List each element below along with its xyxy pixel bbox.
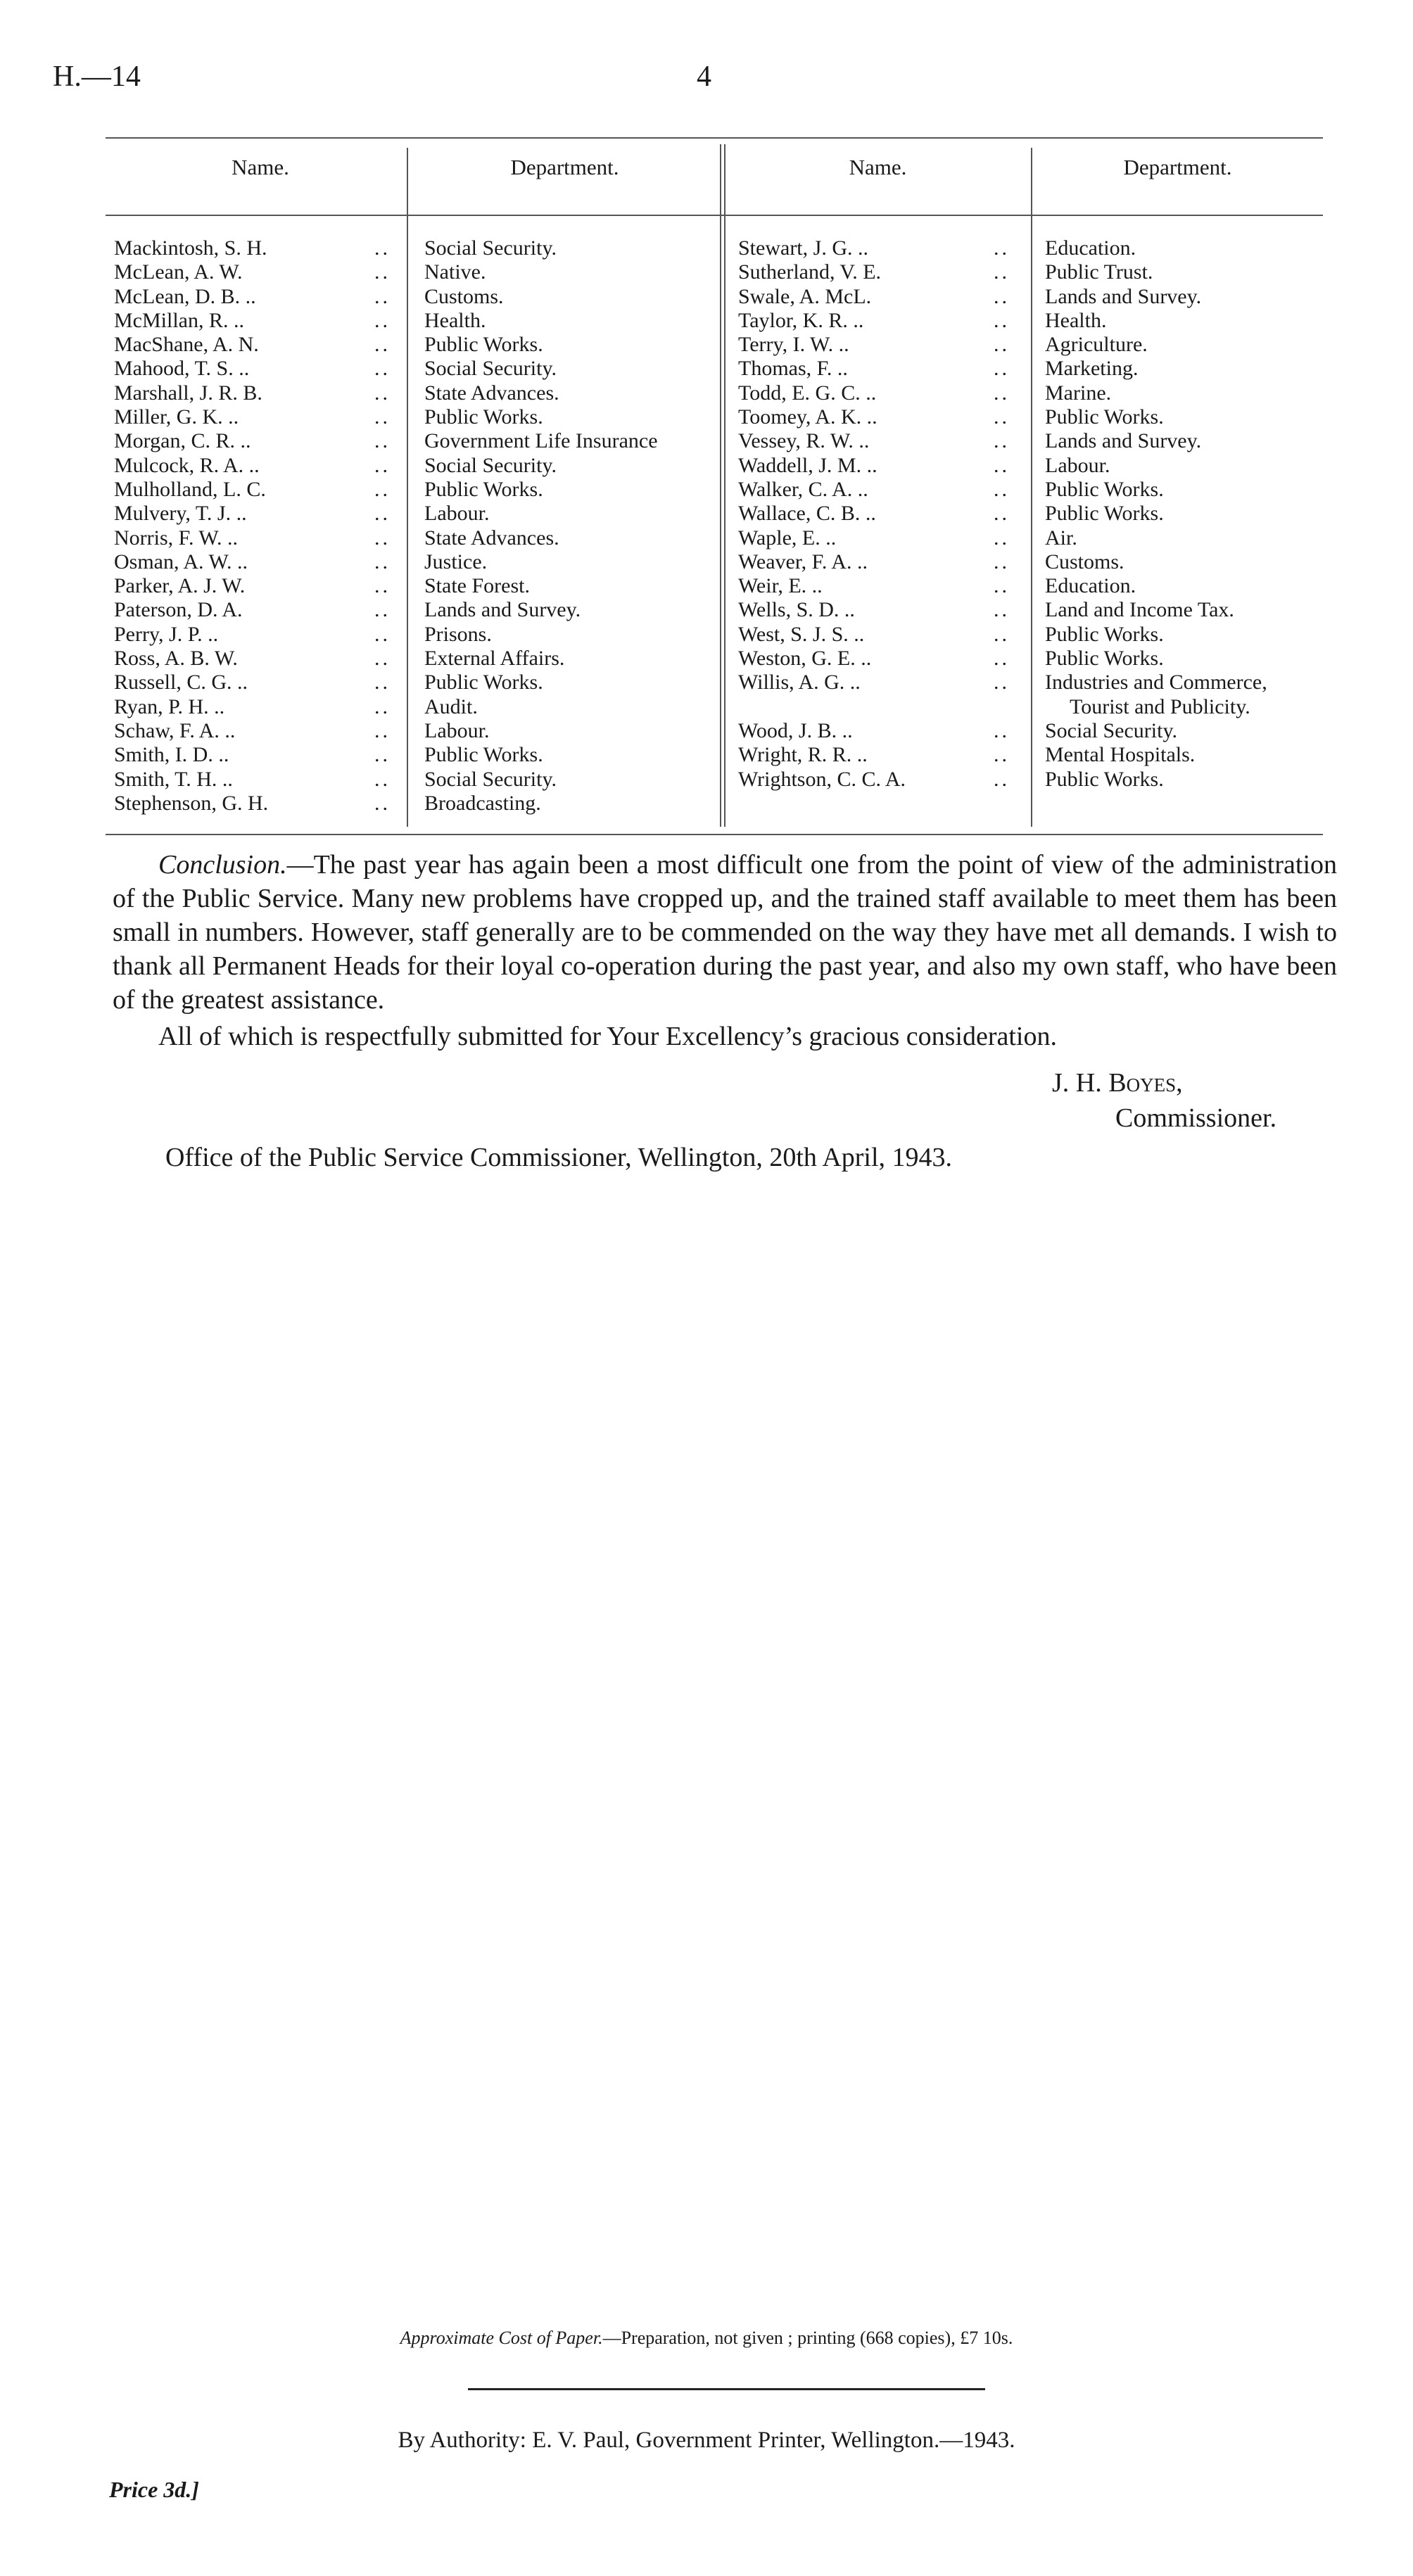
right-dept-cell: Public Works.	[1045, 405, 1164, 429]
table-header-rule	[106, 215, 1323, 216]
right-name-cell: Waple, E. ..	[738, 526, 837, 550]
printer-line: By Authority: E. V. Paul, Government Printer, Wellington.—1943.	[398, 2428, 1015, 2453]
right-dept-cell: Public Works.	[1045, 767, 1164, 791]
conclusion-label: Conclusion.	[158, 850, 287, 880]
column-divider-center-a	[720, 144, 721, 827]
leader-dots: ..	[994, 526, 1010, 550]
leader-dots: ..	[994, 308, 1010, 332]
right-dept-cell: Mental Hospitals.	[1045, 743, 1196, 767]
right-name-cell: Thomas, F. ..	[738, 357, 848, 381]
left-name-cell: Schaw, F. A. ..	[114, 718, 236, 742]
right-dept-cell: Marine.	[1045, 381, 1112, 405]
right-dept-cell: Education.	[1045, 574, 1136, 598]
left-dept-cell: Public Works.	[424, 477, 543, 501]
left-department-column	[424, 236, 658, 816]
left-dept-cell: Public Works.	[424, 405, 543, 429]
right-dept-cell: Tourist and Publicity.	[1070, 694, 1250, 718]
left-name-column	[114, 236, 268, 816]
left-name-cell: McLean, D. B. ..	[114, 284, 256, 308]
right-name-cell: Weaver, F. A. ..	[738, 550, 868, 573]
left-name-cell: Marshall, J. R. B.	[114, 381, 262, 405]
leader-dots: ..	[994, 429, 1010, 453]
leader-dots: ..	[374, 502, 391, 526]
leader-dots: ..	[994, 405, 1010, 429]
left-dept-cell: Public Works.	[424, 743, 543, 767]
leader-dots: ..	[374, 598, 391, 622]
right-name-cell: Weston, G. E. ..	[738, 647, 872, 671]
right-name-cell: Toomey, A. K. ..	[738, 405, 877, 429]
leader-dots: ..	[994, 236, 1010, 260]
left-dept-cell: Health.	[424, 308, 486, 332]
leader-dots: ..	[374, 694, 391, 718]
left-dept-cell: Broadcasting.	[424, 791, 541, 815]
right-name-cell: Willis, A. G. ..	[738, 671, 861, 694]
leader-dots: ..	[374, 718, 391, 742]
left-name-cell: Stephenson, G. H.	[114, 791, 269, 815]
printer-rule	[468, 2388, 985, 2390]
header-name-left: Name.	[232, 155, 289, 179]
leader-dots: ..	[994, 381, 1010, 405]
header-name-right: Name.	[849, 155, 907, 179]
right-name-cell: Wood, J. B. ..	[738, 718, 853, 742]
left-dept-cell: Prisons.	[424, 622, 492, 646]
left-name-cell: Mahood, T. S. ..	[114, 357, 250, 381]
leader-dots: ..	[994, 550, 1010, 573]
right-dept-cell: Public Works.	[1045, 622, 1164, 646]
right-name-cell: Waddell, J. M. ..	[738, 453, 877, 477]
right-dept-cell: Industries and Commerce,	[1045, 671, 1267, 694]
right-dept-cell: Agriculture.	[1045, 333, 1148, 357]
closing-paragraph: All of which is respectfully submitted for Your Excellency’s gracious consideration.	[158, 1022, 1057, 1051]
right-name-cell: Stewart, J. G. ..	[738, 236, 868, 260]
left-name-cell: Miller, G. K. ..	[114, 405, 239, 429]
leader-dots: ..	[994, 574, 1010, 598]
table-top-rule	[106, 137, 1323, 139]
right-name-cell	[738, 695, 906, 719]
leader-dots	[994, 695, 1010, 719]
leader-dots: ..	[374, 622, 391, 646]
left-dept-cell: State Forest.	[424, 574, 530, 598]
cost-text: —Preparation, not given ; printing (668 copies), £7 10s.	[602, 2328, 1013, 2348]
right-name-cell: Weir, E. ..	[738, 574, 823, 598]
right-name-cell: Taylor, K. R. ..	[738, 308, 864, 332]
leader-dots: ..	[374, 453, 391, 477]
left-name-cell: Mulcock, R. A. ..	[114, 453, 260, 477]
column-divider-right	[1031, 148, 1032, 827]
left-dept-cell: External Affairs.	[424, 647, 565, 671]
left-dept-cell: State Advances.	[424, 381, 559, 405]
leader-dots: ..	[994, 622, 1010, 646]
right-dept-cell: Customs.	[1045, 550, 1124, 573]
leader-dots: ..	[374, 574, 391, 598]
leader-dots: ..	[374, 743, 391, 767]
right-dept-cell: Public Works.	[1045, 647, 1164, 671]
signature-name: J. H. Boyes,	[1052, 1068, 1183, 1098]
right-name-column	[738, 236, 906, 792]
leader-dots: ..	[374, 381, 391, 405]
office-line: Office of the Public Service Commissioner, Wellington, 20th April, 1943.	[165, 1143, 953, 1172]
left-name-cell: McMillan, R. ..	[114, 308, 244, 332]
leader-dots: ..	[994, 767, 1010, 791]
document-reference: H.—14	[53, 61, 141, 93]
left-dept-cell: Labour.	[424, 502, 490, 526]
right-name-cell: Vessey, R. W. ..	[738, 429, 870, 453]
conclusion-text: —The past year has again been a most difficult one from the point of view of the administration of the Public Service. Many new problems have cropped up, and the trained staff available to meet them has been small in numbers. However, staff generally are to be commended on the way they have met all demands. I wish to thank all Permanent Heads for their loyal co-operation during the past year, and also my own staff, who have been of the greatest assistance.	[113, 850, 1337, 1015]
left-dept-cell: Social Security.	[424, 453, 557, 477]
right-name-cell: Wells, S. D. ..	[738, 598, 855, 622]
leader-dots: ..	[374, 405, 391, 429]
column-divider-left	[407, 148, 408, 827]
left-name-cell: McLean, A. W.	[114, 260, 243, 284]
left-name-cell: Smith, I. D. ..	[114, 743, 229, 767]
right-dept-cell: Education.	[1045, 236, 1136, 260]
leader-dots: ..	[374, 647, 391, 671]
conclusion-paragraph	[113, 848, 1337, 1017]
left-name-cell: Morgan, C. R. ..	[114, 429, 251, 453]
leader-dots: ..	[374, 791, 391, 815]
left-leader-column	[374, 236, 391, 816]
left-name-cell: Ross, A. B. W.	[114, 647, 238, 671]
left-dept-cell: Native.	[424, 260, 486, 284]
leader-dots: ..	[374, 429, 391, 453]
left-name-cell: Smith, T. H. ..	[114, 767, 233, 791]
right-dept-cell: Air.	[1045, 526, 1077, 550]
left-name-cell: Ryan, P. H. ..	[114, 694, 225, 718]
left-name-cell: MacShane, A. N.	[114, 333, 259, 357]
leader-dots: ..	[994, 718, 1010, 742]
left-dept-cell: Customs.	[424, 284, 504, 308]
left-dept-cell: Audit.	[424, 694, 478, 718]
column-divider-center-b	[724, 144, 725, 827]
signature-title: Commissioner.	[1115, 1103, 1277, 1133]
left-name-cell: Perry, J. P. ..	[114, 622, 219, 646]
left-dept-cell: Government Life Insurance	[424, 429, 658, 453]
leader-dots: ..	[994, 453, 1010, 477]
price-label: Price 3d.]	[109, 2477, 199, 2502]
leader-dots: ..	[994, 284, 1010, 308]
table-bottom-rule	[106, 834, 1323, 835]
left-name-cell: Mackintosh, S. H.	[114, 236, 267, 260]
left-name-cell: Mulholland, L. C.	[114, 477, 266, 501]
leader-dots: ..	[994, 260, 1010, 284]
leader-dots: ..	[374, 767, 391, 791]
right-name-cell: Todd, E. G. C. ..	[738, 381, 877, 405]
left-dept-cell: Social Security.	[424, 767, 557, 791]
leader-dots: ..	[994, 333, 1010, 357]
left-dept-cell: Public Works.	[424, 671, 543, 694]
leader-dots: ..	[994, 477, 1010, 501]
right-dept-cell: Public Works.	[1045, 502, 1164, 526]
left-name-cell: Norris, F. W. ..	[114, 526, 238, 550]
header-department-right: Department.	[1123, 155, 1232, 179]
leader-dots: ..	[374, 236, 391, 260]
right-leader-column	[994, 236, 1010, 792]
leader-dots: ..	[994, 598, 1010, 622]
right-name-cell: Walker, C. A. ..	[738, 477, 868, 501]
left-dept-cell: State Advances.	[424, 526, 559, 550]
leader-dots: ..	[374, 477, 391, 501]
right-dept-cell: Labour.	[1045, 453, 1110, 477]
leader-dots: ..	[994, 647, 1010, 671]
leader-dots: ..	[374, 333, 391, 357]
left-dept-cell: Social Security.	[424, 236, 557, 260]
left-dept-cell: Justice.	[424, 550, 488, 573]
leader-dots: ..	[374, 671, 391, 694]
right-dept-cell: Public Trust.	[1045, 260, 1153, 284]
left-dept-cell: Labour.	[424, 718, 490, 742]
leader-dots: ..	[994, 502, 1010, 526]
leader-dots: ..	[994, 357, 1010, 381]
header-department-left: Department.	[510, 155, 619, 179]
right-name-cell: Sutherland, V. E.	[738, 260, 882, 284]
right-dept-cell: Lands and Survey.	[1045, 429, 1202, 453]
leader-dots: ..	[374, 357, 391, 381]
left-dept-cell: Public Works.	[424, 333, 543, 357]
leader-dots: ..	[374, 260, 391, 284]
leader-dots: ..	[374, 308, 391, 332]
leader-dots: ..	[994, 743, 1010, 767]
right-dept-cell: Social Security.	[1045, 718, 1178, 742]
cost-label: Approximate Cost of Paper.	[400, 2328, 603, 2348]
right-name-cell: Wallace, C. B. ..	[738, 502, 876, 526]
cost-of-paper-note	[0, 2328, 1413, 2349]
leader-dots: ..	[374, 526, 391, 550]
left-name-cell: Paterson, D. A.	[114, 598, 243, 622]
right-name-cell: Wrightson, C. C. A.	[738, 767, 906, 791]
left-dept-cell: Social Security.	[424, 357, 557, 381]
left-name-cell: Parker, A. J. W.	[114, 574, 246, 598]
left-name-cell: Mulvery, T. J. ..	[114, 502, 247, 526]
leader-dots: ..	[994, 671, 1010, 694]
right-name-cell: West, S. J. S. ..	[738, 622, 865, 646]
right-dept-cell: Marketing.	[1045, 357, 1139, 381]
right-name-cell: Wright, R. R. ..	[738, 743, 868, 767]
leader-dots: ..	[374, 284, 391, 308]
left-name-cell: Russell, C. G. ..	[114, 671, 248, 694]
right-dept-cell: Lands and Survey.	[1045, 284, 1202, 308]
right-name-cell: Terry, I. W. ..	[738, 333, 849, 357]
right-department-column	[1045, 236, 1267, 792]
left-dept-cell: Lands and Survey.	[424, 598, 581, 622]
left-name-cell: Osman, A. W. ..	[114, 550, 248, 573]
right-dept-cell: Health.	[1045, 308, 1107, 332]
right-dept-cell: Land and Income Tax.	[1045, 598, 1234, 622]
right-name-cell: Swale, A. McL.	[738, 284, 872, 308]
page-number: 4	[697, 61, 711, 93]
leader-dots: ..	[374, 550, 391, 573]
right-dept-cell: Public Works.	[1045, 477, 1164, 501]
